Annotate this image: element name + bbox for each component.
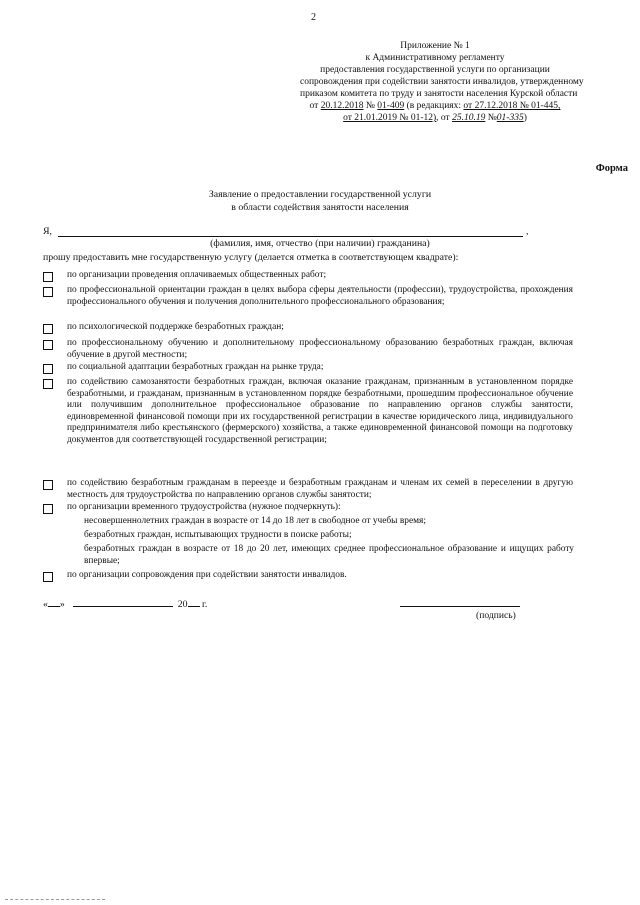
option-checkbox[interactable] xyxy=(43,572,53,582)
temp-employment-option[interactable]: безработных граждан в возрасте от 18 до 20 лет, имеющих среднее профессиональное образование и ищущих работу впервые; xyxy=(84,544,574,566)
option-checkbox[interactable] xyxy=(43,340,53,350)
appendix-text: (в редакциях: xyxy=(404,101,464,111)
applicant-caption: (фамилия, имя, отчество (при наличии) гражданина) xyxy=(210,238,430,249)
option-text: по содействию безработным гражданам в переезде и безработным гражданам и членам их семей в переселении в другую местность для трудоустройства по направлению органов службы занятости; xyxy=(67,478,573,500)
applicant-name-field[interactable] xyxy=(58,236,523,237)
year-suffix: г. xyxy=(199,599,208,610)
option-checkbox[interactable] xyxy=(43,324,53,334)
signature-caption: (подпись) xyxy=(476,610,516,621)
date-row xyxy=(43,598,207,611)
month-field[interactable] xyxy=(73,598,173,607)
title-line: в области содействия занятости населения xyxy=(231,202,409,213)
option-checkbox[interactable] xyxy=(43,379,53,389)
revision-2: от 21.01.2019 № 01-12) xyxy=(343,113,437,123)
request-text: прошу предоставить мне государственную услугу (делается отметка в соответствующем квадрате): xyxy=(43,252,459,263)
appendix-header xyxy=(300,40,584,124)
option-checkbox[interactable] xyxy=(43,364,53,374)
scan-artifact xyxy=(5,896,105,900)
order-date: 20.12.2018 xyxy=(320,101,364,111)
option-checkbox[interactable] xyxy=(43,480,53,490)
document-title xyxy=(0,188,640,214)
appendix-line: сопровождения при содействии занятости инвалидов, утвержденному xyxy=(300,77,584,87)
appendix-line-revisions xyxy=(300,112,570,124)
order-number: 01-409 xyxy=(377,101,405,111)
temp-employment-option[interactable]: безработных граждан, испытывающих трудности в поиске работы; xyxy=(84,530,352,540)
revision-3-number: 01-335 xyxy=(496,113,524,123)
option-checkbox[interactable] xyxy=(43,272,53,282)
option-text: по организации временного трудоустройства (нужное подчеркнуть): xyxy=(67,502,341,512)
appendix-title: Приложение № 1 xyxy=(400,41,470,51)
option-text: по профессиональному обучению и дополнительному профессиональному образованию безработных граждан, включая обучение в другой местности; xyxy=(67,338,573,360)
signature-field[interactable] xyxy=(400,606,520,607)
option-text: по профессиональной ориентации граждан в целях выбора сферы деятельности (профессии), трудоустройства, прохождения профессионального обучения и получения дополнительного профессионального образования; xyxy=(67,285,573,307)
page-number: 2 xyxy=(311,12,316,23)
appendix-text: от xyxy=(309,101,321,111)
appendix-text: № xyxy=(363,101,378,111)
option-text: по содействию самозанятости безработных граждан, включая оказание гражданам, признанным в установленном порядке безработными, и гражданам, признанным в установленном порядке безработными, прошедшим профессиональное обучение или получившим дополнительное профессиональное образование по направлению органов службы занятости, единовременной финансовой помощи при их государственной регистрации в качестве юридического лица, индивидуального предпринимателя либо крестьянского (фермерского) хозяйства, а также единовременной финансовой помощи на подготовку документов для соответствующей государственной регистрации; xyxy=(67,377,573,445)
option-checkbox[interactable] xyxy=(43,287,53,297)
appendix-line: к Административному регламенту xyxy=(365,53,505,63)
form-label: Форма xyxy=(595,163,628,174)
applicant-prefix: Я, xyxy=(43,226,52,237)
option-text: по психологической поддержке безработных граждан; xyxy=(67,322,284,332)
year-prefix: 20 xyxy=(177,599,188,610)
date-open-quote: « xyxy=(43,599,48,610)
revision-1: от 27.12.2018 № 01-445, xyxy=(463,101,561,111)
title-line: Заявление о предоставлении государственной услуги xyxy=(208,189,432,200)
appendix-text: , от xyxy=(436,113,453,123)
appendix-text: № xyxy=(485,113,497,123)
day-field[interactable] xyxy=(48,598,60,607)
option-text: по организации проведения оплачиваемых общественных работ; xyxy=(67,270,327,280)
appendix-text: ) xyxy=(523,113,527,123)
year-field[interactable] xyxy=(188,598,200,607)
option-text: по организации сопровождения при содействии занятости инвалидов. xyxy=(67,570,347,580)
revision-3-date: 25.10.19 xyxy=(452,113,486,123)
appendix-line: предоставления государственной услуги по организации xyxy=(320,65,550,75)
date-close-quote: » xyxy=(59,599,65,610)
option-checkbox[interactable] xyxy=(43,504,53,514)
option-text: по социальной адаптации безработных граждан на рынке труда; xyxy=(67,362,324,372)
temp-employment-option[interactable]: несовершеннолетних граждан в возрасте от 14 до 18 лет в свободное от учебы время; xyxy=(84,516,426,526)
appendix-line-order xyxy=(300,100,570,112)
applicant-suffix: , xyxy=(526,226,529,237)
appendix-line: приказом комитета по труду и занятости населения Курской области xyxy=(300,89,578,99)
